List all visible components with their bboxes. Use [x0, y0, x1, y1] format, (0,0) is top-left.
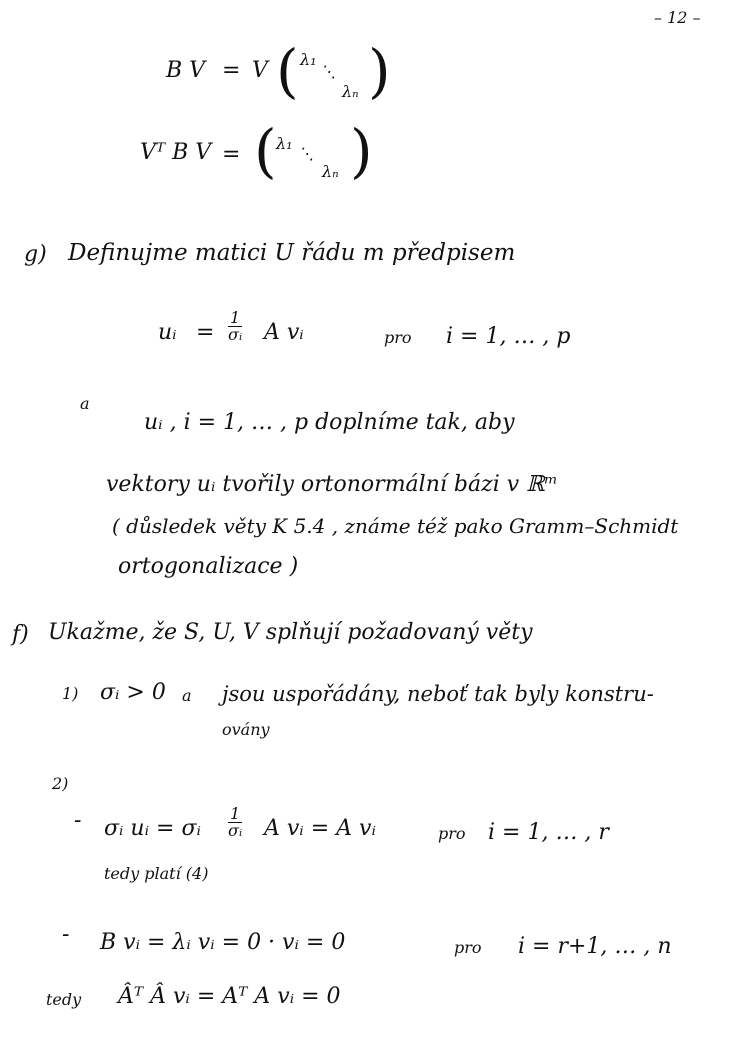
eq-vtbv-lhs: Vᵀ B V	[140, 140, 212, 165]
item2-rhs: A vᵢ = A vᵢ	[264, 816, 376, 841]
item1-and: a	[182, 686, 192, 705]
item1-text: jsou uspořádány, neboť tak byly konstru-	[222, 682, 654, 706]
eq-bv-lparen: (	[276, 37, 299, 105]
eq-u-num: 1	[230, 308, 241, 327]
eq-vtbv-matrix-bottom: λₙ	[322, 162, 339, 181]
eq-u-fraction	[228, 310, 242, 343]
section-f-label: f)	[12, 622, 29, 647]
eq-vtbv-rparen: )	[350, 117, 373, 185]
final-tedy: tedy	[46, 990, 82, 1009]
item1-number: 1)	[62, 684, 79, 703]
section-f-text: Ukažme, že S, U, V splňují požadovaný věty	[48, 620, 533, 645]
para-a-line4: ortogonalizace )	[118, 554, 299, 579]
eq-bv-lhs: B V	[166, 58, 206, 83]
eq-u-lhs: uᵢ	[158, 320, 177, 345]
item3-pro: pro	[454, 938, 482, 957]
eq-u-pro: pro	[384, 328, 412, 347]
section-g-text: Definujme matici U řádu m předpisem	[68, 240, 516, 266]
eq-bv-matrix-top: λ₁	[300, 50, 317, 69]
item2-range: i = 1, … , r	[488, 820, 609, 845]
item2-eq: σᵢ uᵢ = σᵢ	[104, 816, 201, 841]
final-eq: Âᵀ Â vᵢ = Aᵀ A vᵢ = 0	[118, 984, 341, 1009]
eq-bv-equals: =	[222, 58, 241, 83]
eq-vtbv-matrix-top: λ₁	[276, 134, 293, 153]
item1-sigma: σᵢ > 0	[100, 680, 166, 705]
eq-vtbv-lparen: (	[254, 117, 277, 185]
para-a-line2: vektory uᵢ tvořily ortonormální bázi v ℝᵐ	[106, 472, 558, 497]
eq-vtbv-matrix-dots: ⋱	[298, 144, 314, 163]
item3-dash: -	[62, 922, 70, 947]
eq-u-equals: =	[196, 320, 215, 345]
para-a-line1: uᵢ , i = 1, … , p doplníme tak, aby	[144, 410, 515, 435]
eq-u-range: i = 1, … , p	[446, 324, 571, 349]
item2-fraction	[228, 806, 242, 839]
para-a-line3: ( důsledek věty K 5.4 , známe též pako Gramm–Schmidt	[112, 514, 679, 538]
item1-text-cont: ovány	[222, 720, 270, 739]
eq-bv-rparen: )	[368, 37, 391, 105]
section-g-label: g)	[24, 242, 47, 267]
eq-u-rhs: A vᵢ	[264, 320, 304, 345]
eq-u-den: σᵢ	[228, 325, 243, 344]
item2-pro: pro	[438, 824, 466, 843]
item2-number: 2)	[52, 774, 69, 793]
item2-dash: -	[74, 808, 82, 833]
page-number: – 12 –	[654, 8, 701, 27]
eq-vtbv-equals: =	[222, 142, 241, 167]
item2-den: σᵢ	[228, 821, 243, 840]
eq-bv-matrix-bottom: λₙ	[342, 82, 359, 101]
eq-bv-mid: V	[252, 58, 268, 83]
item2-num: 1	[230, 804, 241, 823]
item3-range: i = r+1, … , n	[518, 934, 672, 959]
para-a-lead: a	[80, 394, 90, 413]
item3-eq: B vᵢ = λᵢ vᵢ = 0 · vᵢ = 0	[100, 930, 346, 955]
eq-bv-matrix-dots: ⋱	[320, 62, 336, 81]
item2-tedy: tedy platí (4)	[104, 864, 209, 883]
